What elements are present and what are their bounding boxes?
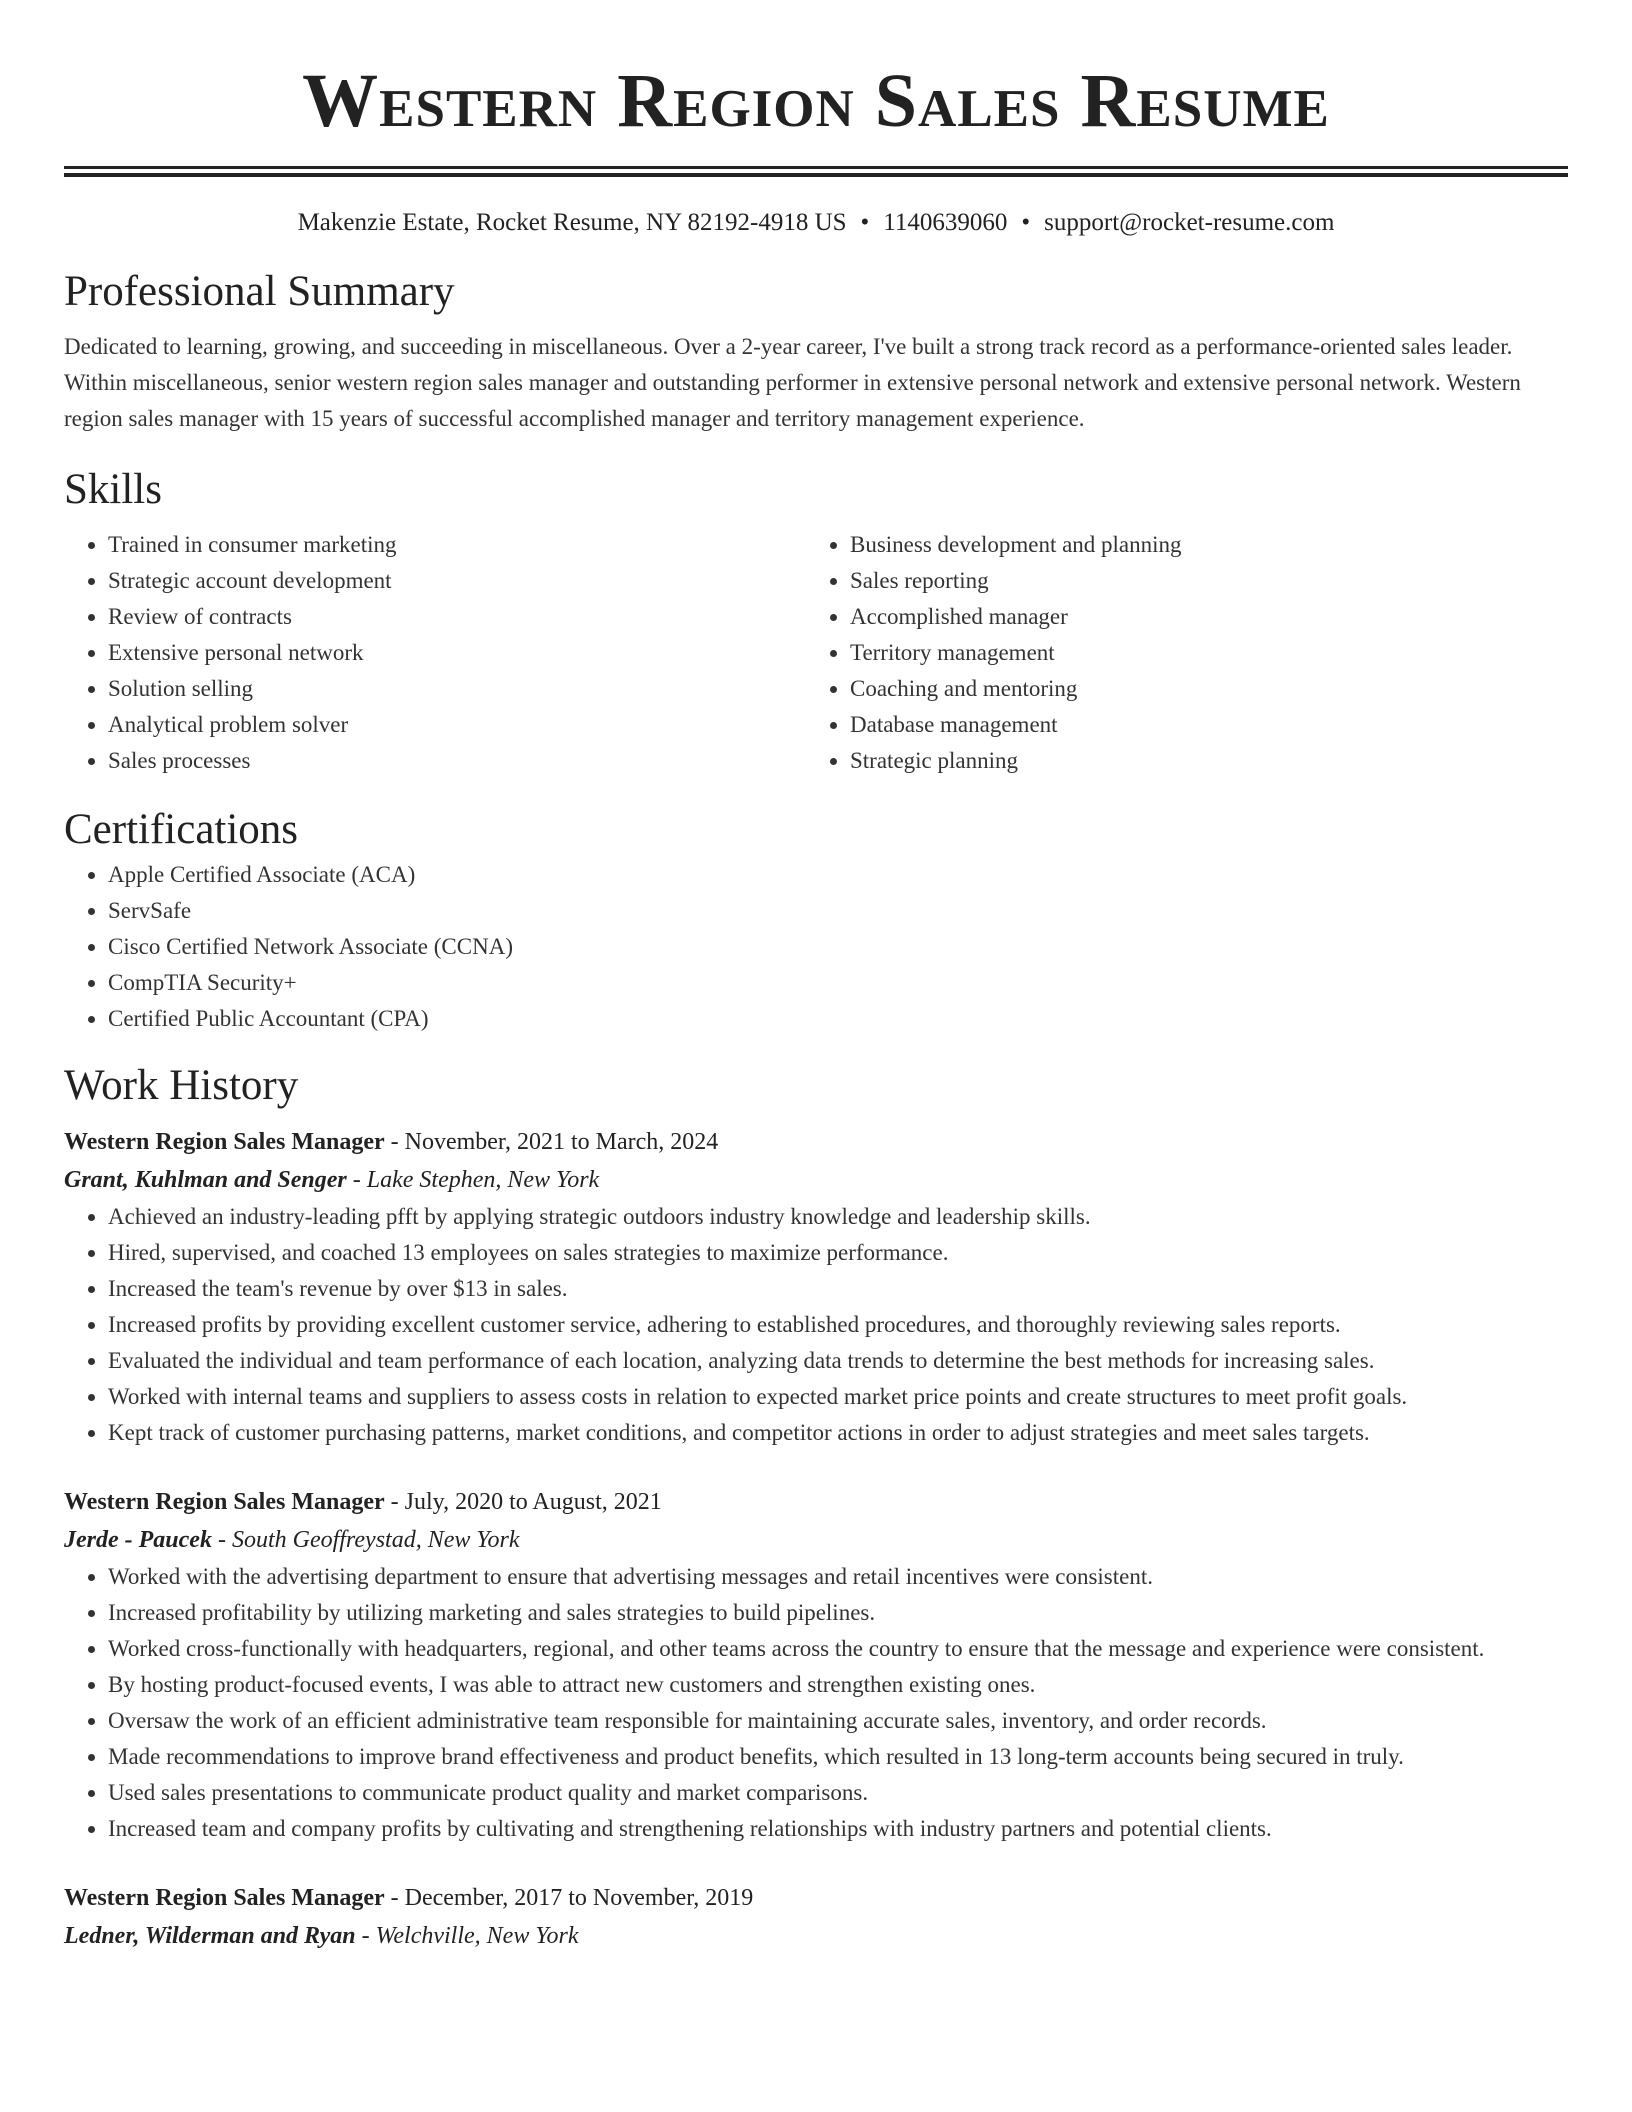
contact-phone: 1140639060 (883, 209, 1008, 236)
contact-email: support@rocket-resume.com (1044, 209, 1335, 236)
skill-item: • Database management (850, 707, 1548, 743)
certification-item: • CompTIA Security+ (108, 965, 1568, 1001)
skill-item: • Accomplished manager (850, 599, 1548, 635)
certification-item: • Certified Public Accountant (CPA) (108, 1001, 1568, 1037)
job-bullet: • Hired, supervised, and coached 13 employees on sales strategies to maximize performance. (108, 1235, 1568, 1271)
resume-title: Western Region Sales Resume (302, 59, 1330, 143)
job-company-line (64, 1917, 1568, 1955)
job-title: Western Region Sales Manager (64, 1885, 385, 1911)
skill-item: • Strategic account development (108, 563, 806, 599)
job-entry (64, 1879, 1568, 1955)
skills-left-column (64, 527, 806, 779)
contact-separator: • (860, 209, 870, 236)
title-divider (64, 166, 1568, 177)
skills-grid (64, 527, 1568, 779)
job-entry (64, 1483, 1568, 1847)
job-company: Ledner, Wilderman and Ryan (64, 1923, 356, 1949)
job-bullet: • Increased profitability by utilizing marketing and sales strategies to build pipelines. (108, 1595, 1568, 1631)
job-company: Grant, Kuhlman and Senger (64, 1167, 347, 1193)
certification-item: • Apple Certified Associate (ACA) (108, 857, 1568, 893)
job-bullet: • Increased profits by providing excellent customer service, adhering to established procedures, and thoroughly reviewing sales reports. (108, 1307, 1568, 1343)
job-company-line (64, 1521, 1568, 1559)
contact-line (64, 207, 1568, 239)
job-bullets (64, 1559, 1568, 1847)
work-history-heading: Work History (64, 1062, 299, 1109)
certification-item: • ServSafe (108, 893, 1568, 929)
skill-item: • Analytical problem solver (108, 707, 806, 743)
job-title-line (64, 1879, 1568, 1917)
job-bullet: • Oversaw the work of an efficient administrative team responsible for maintaining accurate sales, inventory, and order records. (108, 1703, 1568, 1739)
job-bullet: • Kept track of customer purchasing patterns, market conditions, and competitor actions in order to adjust strategies and meet sales targets. (108, 1415, 1568, 1451)
job-bullet: • Made recommendations to improve brand effectiveness and product benefits, which resulted in 13 long-term accounts being secured in truly. (108, 1739, 1568, 1775)
summary-heading: Professional Summary (64, 268, 455, 315)
job-company: Jerde - Paucek (64, 1527, 212, 1553)
job-bullet: • Increased team and company profits by cultivating and strengthening relationships with industry partners and potential clients. (108, 1811, 1568, 1847)
job-location: - Lake Stephen, New York (346, 1167, 600, 1193)
job-dates: - November, 2021 to March, 2024 (384, 1129, 719, 1155)
skill-item: • Review of contracts (108, 599, 806, 635)
job-bullet: • Worked with the advertising department to ensure that advertising messages and retail incentives were consistent. (108, 1559, 1568, 1595)
contact-separator: • (1021, 209, 1031, 236)
job-title: Western Region Sales Manager (64, 1489, 385, 1515)
skills-heading: Skills (64, 466, 162, 513)
job-bullet: • Achieved an industry-leading pfft by applying strategic outdoors industry knowledge and leadership skills. (108, 1199, 1568, 1235)
skill-item: • Territory management (850, 635, 1548, 671)
job-bullet: • Increased the team's revenue by over $13 in sales. (108, 1271, 1568, 1307)
certifications-heading: Certifications (64, 806, 299, 853)
job-location: - South Geoffreystad, New York (211, 1527, 520, 1553)
job-bullet: • Worked with internal teams and suppliers to assess costs in relation to expected market price points and create structures to meet profit goals. (108, 1379, 1568, 1415)
skill-item: • Strategic planning (850, 743, 1548, 779)
skill-item: • Sales processes (108, 743, 806, 779)
job-location: - Welchville, New York (355, 1923, 579, 1949)
skill-item: • Sales reporting (850, 563, 1548, 599)
certifications-list (64, 857, 1568, 1037)
job-entry (64, 1123, 1568, 1451)
skill-item: • Trained in consumer marketing (108, 527, 806, 563)
job-title-line (64, 1483, 1568, 1521)
skills-right-column (806, 527, 1548, 779)
job-bullet: • Evaluated the individual and team performance of each location, analyzing data trends to determine the best methods for increasing sales. (108, 1343, 1568, 1379)
summary-text: Dedicated to learning, growing, and succeeding in miscellaneous. Over a 2-year career, I've built a strong track record as a performance-oriented sales leader. Within miscellaneous, senior western region sales manager and outstanding performer in extensive personal network and extensive personal network. Western region sales manager with 15 years of successful accomplished manager and territory management experience. (64, 334, 1521, 431)
job-title-line (64, 1123, 1568, 1161)
job-company-line (64, 1161, 1568, 1199)
job-dates: - December, 2017 to November, 2019 (384, 1885, 754, 1911)
contact-address: Makenzie Estate, Rocket Resume, NY 82192-4918 US (297, 209, 847, 236)
skill-item: • Business development and planning (850, 527, 1548, 563)
job-bullet: • Used sales presentations to communicate product quality and market comparisons. (108, 1775, 1568, 1811)
job-dates: - July, 2020 to August, 2021 (384, 1489, 662, 1515)
certification-item: • Cisco Certified Network Associate (CCNA) (108, 929, 1568, 965)
job-bullet: • Worked cross-functionally with headquarters, regional, and other teams across the country to ensure that the message and experience were consistent. (108, 1631, 1568, 1667)
job-bullet: • By hosting product-focused events, I was able to attract new customers and strengthen existing ones. (108, 1667, 1568, 1703)
job-title: Western Region Sales Manager (64, 1129, 385, 1155)
skill-item: • Solution selling (108, 671, 806, 707)
skill-item: • Coaching and mentoring (850, 671, 1548, 707)
skill-item: • Extensive personal network (108, 635, 806, 671)
job-bullets (64, 1199, 1568, 1451)
